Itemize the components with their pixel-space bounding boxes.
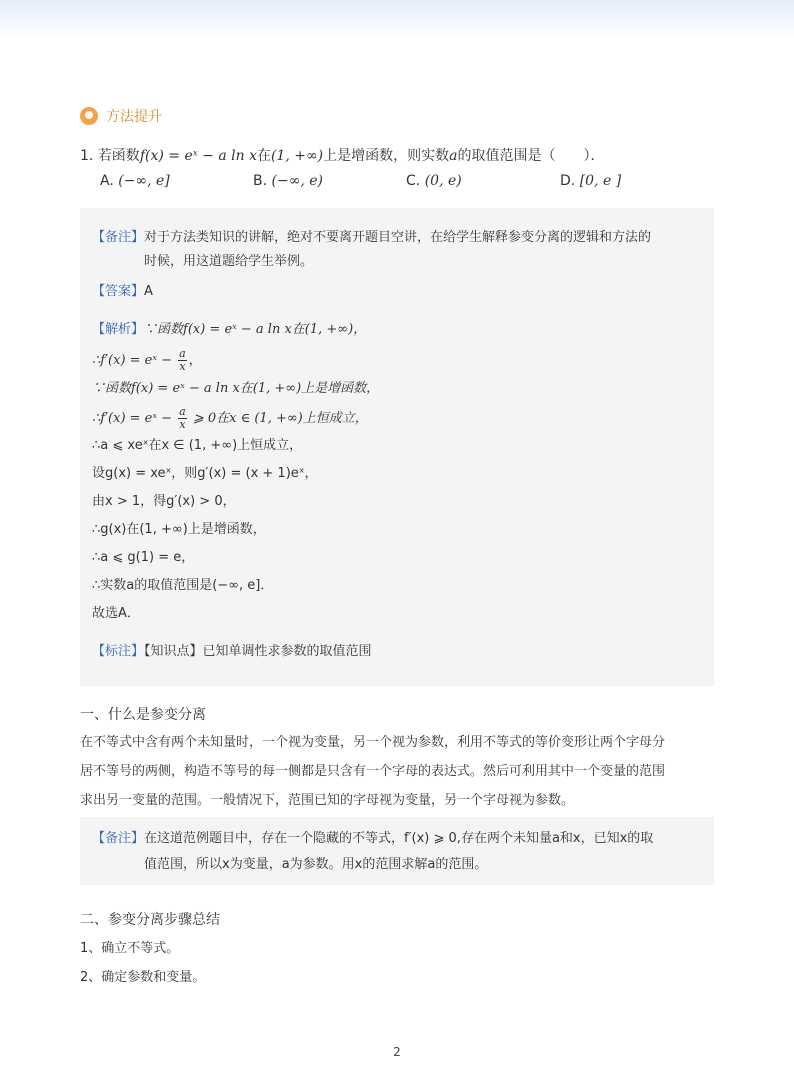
analysis-line-2 (92, 348, 202, 373)
analysis-text-4-tail: ⩾ 0在x ∈ (1, +∞)上恒成立， (188, 411, 368, 426)
section-title: 方法提升 (106, 109, 162, 125)
analysis-line-11: 故选A． (92, 606, 140, 621)
part1-paragraph-line-3: 求出另一变量的范围。一般情况下，范围已知的字母视为变量，另一个字母视为参数。 (80, 793, 575, 808)
page-number: 2 (393, 1045, 401, 1059)
lightbulb-icon (80, 107, 98, 125)
part1-heading: 一、什么是参变分离 (80, 707, 206, 723)
analysis-line-7: 由x > 1，得g′(x) > 0， (92, 494, 236, 509)
analysis-text-1: ∵函数f(x) = eˣ − a ln x在(1, +∞)， (144, 322, 367, 337)
option-a[interactable] (100, 173, 170, 189)
question-number: 1. (80, 148, 94, 164)
option-a-label: A. (100, 173, 114, 189)
solution-box (80, 208, 714, 686)
fraction-a-over-x-2 (178, 406, 187, 431)
analysis-line-5: ∴a ⩽ xeˣ在x ∈ (1, +∞)上恒成立， (92, 438, 303, 453)
option-b-value: (−∞, e) (271, 173, 324, 189)
question-stem (80, 145, 604, 165)
note-line-2: 时候，用这道题给学生举例。 (144, 254, 314, 269)
part2-step-2: 2、确定参数和变量。 (80, 970, 206, 985)
label-text: 【知识点】已知单调性求参数的取值范围 (144, 644, 372, 659)
option-d-label: D. (560, 173, 576, 189)
question-text-2: 在 (256, 148, 271, 164)
question-variable: a (449, 148, 458, 164)
analysis-tag: 【解析】 (92, 322, 145, 337)
answer-value: A (144, 284, 153, 299)
note2-tag: 【备注】 (92, 831, 145, 846)
option-b-label: B. (253, 173, 268, 189)
answer-row (92, 282, 153, 302)
analysis-line-9: ∴a ⩽ g(1) = e， (92, 550, 195, 565)
analysis-line-1 (92, 320, 366, 340)
answer-options (100, 173, 660, 195)
fraction-numerator: a (179, 347, 186, 360)
note-box-2 (80, 817, 714, 885)
fraction-numerator-2: a (179, 405, 186, 418)
part1-paragraph-line-2: 居不等号的两侧，构造不等号的每一侧都是只含有一个字母的表达式。然后可利用其中一个变量的范围 (80, 764, 666, 779)
analysis-text-3: ∵函数f(x) = eˣ − a ln x在(1, +∞)上是增函数， (92, 381, 380, 396)
part2-heading: 二、参变分离步骤总结 (80, 912, 220, 928)
question-text-3: 上是增函数，则实数 (323, 148, 450, 164)
note2-row (92, 829, 653, 849)
option-c-value: (0, e) (424, 173, 462, 189)
option-a-value: (−∞, e] (118, 173, 170, 189)
analysis-line-3 (92, 379, 379, 399)
fraction-a-over-x (178, 348, 187, 373)
analysis-text-2: ∴f′(x) = eˣ − (92, 353, 177, 368)
note-line-1: 对于方法类知识的讲解，绝对不要离开题目空讲，在给学生解释参变分离的逻辑和方法的 (144, 230, 652, 245)
section-header (80, 106, 162, 126)
analysis-text-4: ∴f′(x) = eˣ − (92, 411, 177, 426)
fraction-denominator: x (179, 360, 186, 373)
analysis-line-4 (92, 406, 368, 431)
question-interval: (1, +∞) (270, 148, 324, 164)
analysis-line-6: 设g(x) = xeˣ，则g′(x) = (x + 1)eˣ， (92, 466, 318, 481)
label-row (92, 642, 372, 662)
fraction-denominator-2: x (179, 418, 186, 431)
part1-paragraph-line-1: 在不等式中含有两个未知量时，一个视为变量，另一个视为参数，利用不等式的等价变形让两个字母分 (80, 735, 666, 750)
option-c-label: C. (406, 173, 421, 189)
note2-line-1: 在这道范例题目中，存在一个隐藏的不等式，f′(x) ⩾ 0,存在两个未知量a和x，已知x的取 (144, 831, 654, 846)
answer-tag: 【答案】 (92, 284, 145, 299)
note-tag: 【备注】 (92, 230, 145, 245)
option-b[interactable] (253, 173, 323, 189)
analysis-line-8: ∴g(x)在(1, +∞)上是增函数， (92, 522, 266, 537)
option-d[interactable] (560, 173, 621, 189)
note-row (92, 228, 651, 248)
note2-line-2: 值范围，所以x为变量，a为参数。用x的范围求解a的范围。 (144, 857, 488, 872)
analysis-line-10: ∴实数a的取值范围是(−∞, e]． (92, 578, 274, 593)
analysis-text-2-tail: ， (188, 353, 202, 368)
option-c[interactable] (406, 173, 462, 189)
question-formula: f(x) = eˣ − a ln x (139, 148, 257, 164)
question-text-1: 若函数 (97, 148, 140, 164)
option-d-value: [0, e ] (579, 173, 622, 189)
question-text-4: 的取值范围是（ ）． (457, 148, 605, 164)
part2-step-1: 1、确立不等式。 (80, 941, 180, 956)
top-band (0, 0, 794, 40)
label-tag: 【标注】 (92, 644, 145, 659)
